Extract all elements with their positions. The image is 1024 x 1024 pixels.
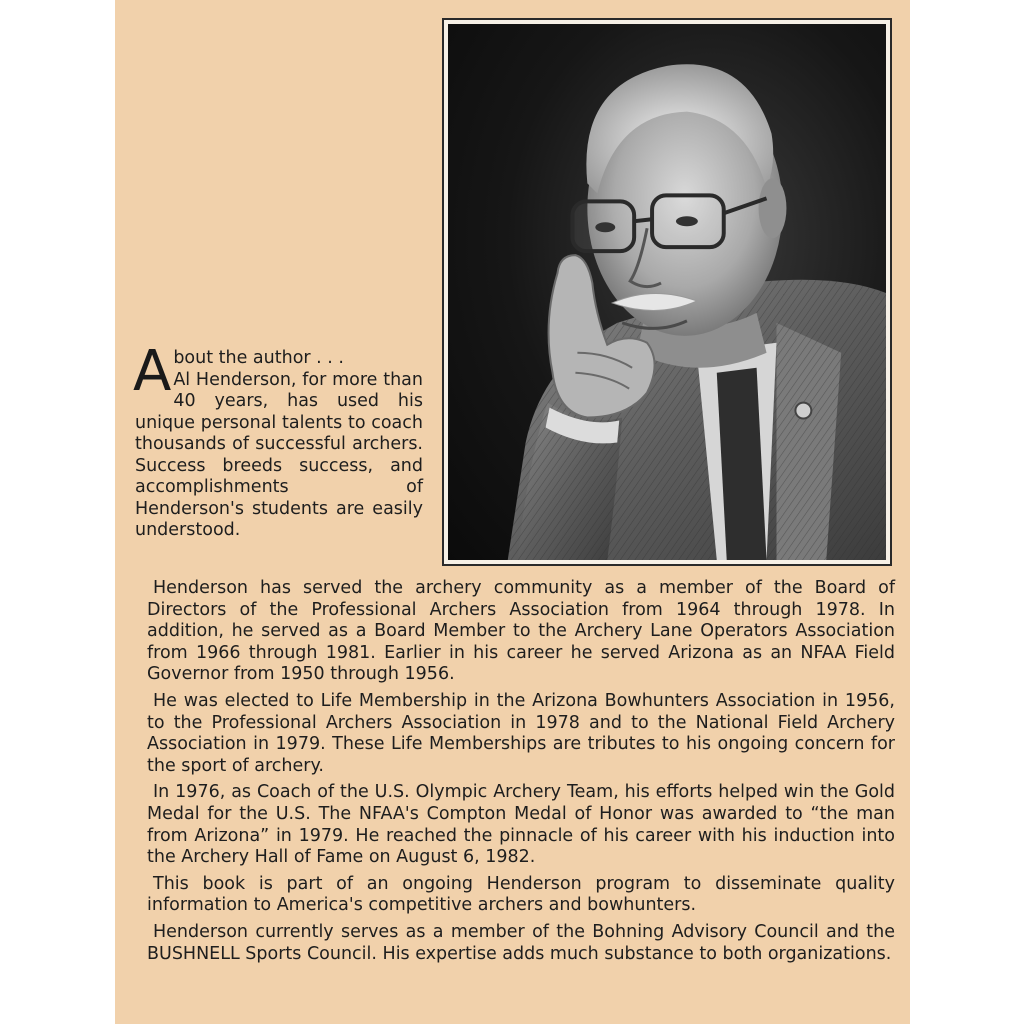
book-page bbox=[115, 0, 910, 1024]
biography-body bbox=[147, 578, 895, 965]
author-photo bbox=[448, 24, 886, 560]
author-portrait-illustration bbox=[448, 24, 886, 560]
about-the-author-intro bbox=[133, 339, 423, 542]
drop-cap: A bbox=[133, 339, 172, 404]
paragraph-board-service: Henderson has served the archery community as a member of the Board of Directors of the Professional Archers Association from 1964 through 1978. In addition, he served as a Board Member to the Archery Lane Operators Association from 1966 through 1981. Earlier in his career he served Arizona as an NFAA Field Governor from 1950 through 1956. bbox=[147, 578, 895, 685]
paragraph-current-councils: Henderson currently serves as a member of the Bohning Advisory Council and the BUSHNELL Sports Council. His expertise adds much substance to both organizations. bbox=[147, 921, 895, 964]
paragraph-life-memberships: He was elected to Life Membership in the Arizona Bowhunters Association in 1956, to the Professional Archers Association in 1978 and to the National Field Archery Association in 1979. These Life Memberships are tributes to his ongoing concern for the sport of archery. bbox=[147, 690, 895, 776]
intro-text: Al Henderson, for more than 40 years, has used his unique personal talents to coach thousands of successful archers. Success breeds success, and accomplishments of Henderson's students are easily understood. bbox=[135, 369, 423, 540]
paragraph-book-program: This book is part of an ongoing Henderson program to disseminate quality information to America's competitive archers and bowhunters. bbox=[147, 873, 895, 916]
paragraph-olympic-coach: In 1976, as Coach of the U.S. Olympic Archery Team, his efforts helped win the Gold Medal for the U.S. The NFAA's Compton Medal of Honor was awarded to “the man from Arizona” in 1979. He reached the pinnacle of his career with his induction into the Archery Hall of Fame on August 6, 1982. bbox=[147, 782, 895, 868]
about-heading: bout the author . . . bbox=[173, 348, 344, 368]
author-photo-frame bbox=[442, 18, 892, 566]
